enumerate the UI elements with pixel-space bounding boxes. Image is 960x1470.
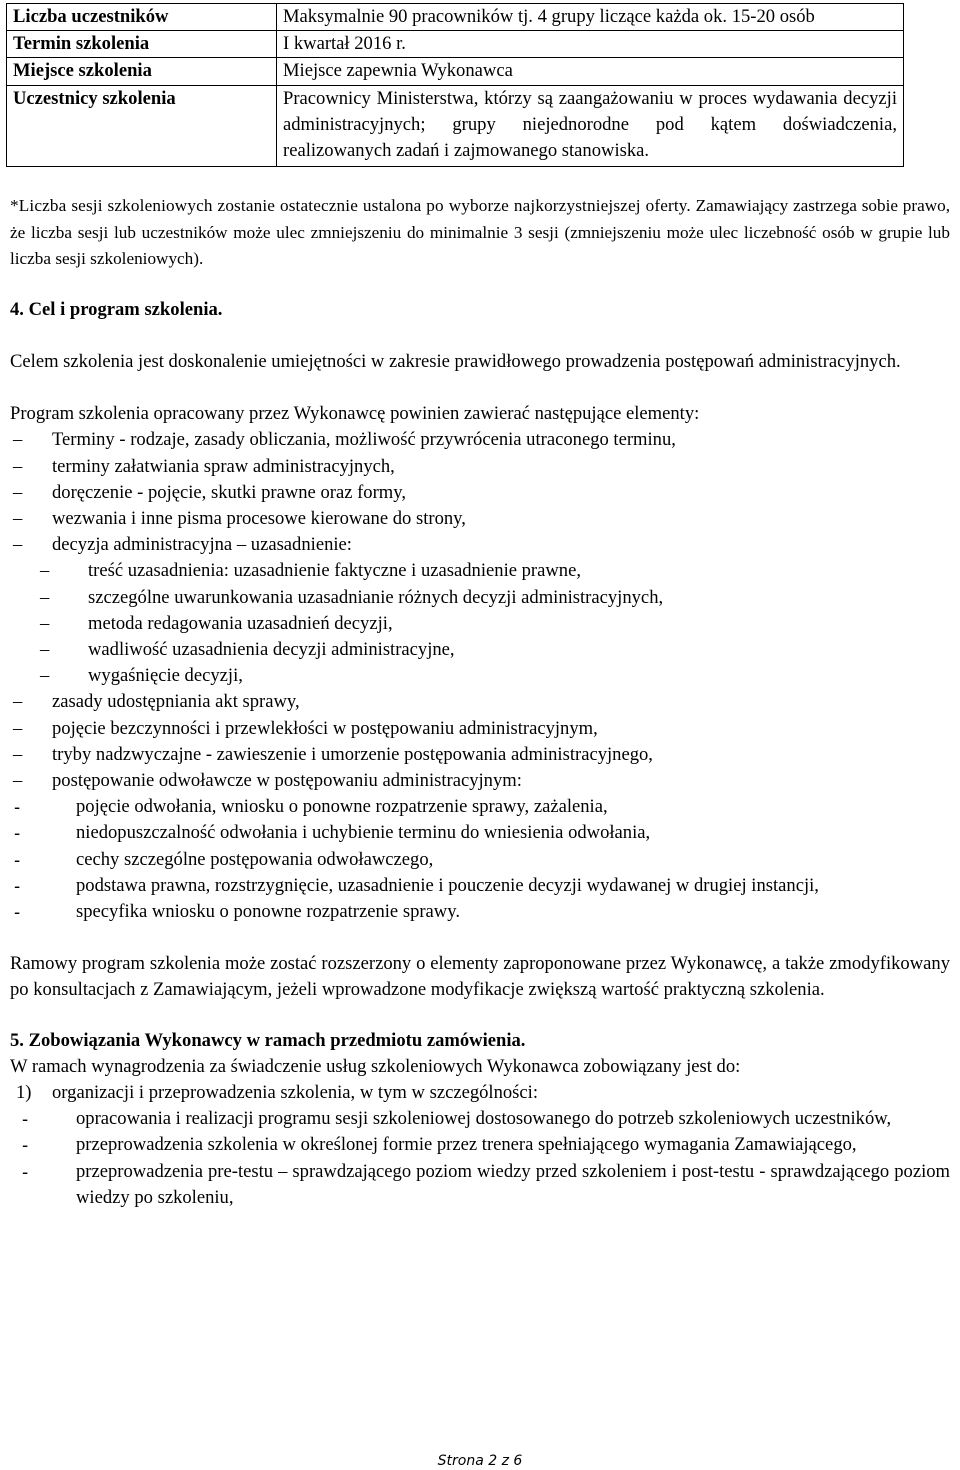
table-label: Termin szkolenia (7, 31, 277, 58)
list-item: – wygaśnięcie decyzji, (10, 663, 950, 689)
table-label: Miejsce szkolenia (7, 58, 277, 85)
section-5-heading: 5. Zobowiązania Wykonawcy w ramach przedmiotu zamówienia. (10, 1029, 526, 1051)
list-item: – postępowanie odwoławcze w postępowaniu administracyjnym: (10, 768, 950, 794)
list-item: - podstawa prawna, rozstrzygnięcie, uzasadnienie i pouczenie decyzji wydawanej w drugiej instancji, (10, 873, 950, 899)
obligations-sublist (10, 1106, 950, 1211)
obligations-list (10, 1080, 950, 1106)
list-item: – wezwania i inne pisma procesowe kierowane do strony, (10, 506, 950, 532)
list-item: – zasady udostępniania akt sprawy, (10, 689, 950, 715)
table-value: Maksymalnie 90 pracowników tj. 4 grupy liczące każda ok. 15-20 osób (277, 4, 904, 31)
list-item: - opracowania i realizacji programu sesji szkoleniowej dostosowanego do potrzeb szkoleniowych uczestników, (10, 1106, 950, 1132)
table-value: Miejsce zapewnia Wykonawca (277, 58, 904, 85)
session-note (10, 193, 950, 273)
table-row (7, 4, 904, 31)
list-item: - przeprowadzenia szkolenia w określonej formie przez trenera spełniającego wymagania Zamawiającego, (10, 1132, 950, 1158)
session-note-lead: *Liczba sesji szkoleniowych zostanie ostatecznie ustalona po wyborze najkorzystniejszej oferty. (10, 196, 691, 216)
program-sublist (10, 558, 950, 689)
program-list-continued (10, 689, 950, 794)
list-item: – metoda redagowania uzasadnień decyzji, (10, 611, 950, 637)
program-closing: Ramowy program szkolenia może zostać rozszerzony o elementy zaproponowane przez Wykonawcę, a także zmodyfikowany po konsultacjach z Zamawiającym, jeżeli wprowadzone modyfikacje zwiększą wartość praktyczną szkolenia. (10, 953, 950, 1001)
list-item: - przeprowadzenia pre-testu – sprawdzającego poziom wiedzy przed szkoleniem i post-testu - sprawdzającego poziom wiedzy po szkoleniu, (10, 1159, 950, 1211)
program-list (10, 427, 950, 558)
list-item: - niedopuszczalność odwołania i uchybienie terminu do wniesienia odwołania, (10, 820, 950, 846)
list-item (10, 1080, 950, 1106)
list-item: - specyfika wniosku o ponowne rozpatrzenie sprawy. (10, 899, 950, 925)
table-row (7, 31, 904, 58)
table-label: Liczba uczestników (7, 4, 277, 31)
list-item: – pojęcie bezczynności i przewlekłości w postępowaniu administracyjnym, (10, 716, 950, 742)
session-note-rest: Zamawiający zastrzega sobie prawo, że liczba sesji lub uczestników może ulec zmniejszeniu do minimalnie 3 sesji (zmniejszeniu może ulec liczebność osób w grupie lub liczba sesji szkoleniowych). (10, 196, 950, 269)
program-intro: Program szkolenia opracowany przez Wykonawcę powinien zawierać następujące elementy: (10, 403, 700, 425)
training-goal: Celem szkolenia jest doskonalenie umiejętności w zakresie prawidłowego prowadzenia postępowań administracyjnych. (10, 350, 901, 372)
list-item: - cechy szczególne postępowania odwoławczego, (10, 847, 950, 873)
document-page (10, 0, 950, 1211)
table-row (7, 85, 904, 167)
training-info-table (6, 3, 904, 167)
list-item: – treść uzasadnienia: uzasadnienie faktyczne i uzasadnienie prawne, (10, 558, 950, 584)
section-4-heading: 4. Cel i program szkolenia. (10, 298, 223, 320)
table-value: Pracownicy Ministerstwa, którzy są zaangażowaniu w proces wydawania decyzji administracyjnych; grupy niejednorodne pod kątem doświadczenia, realizowanych zadań i zajmowanego stanowiska. (277, 85, 904, 167)
list-item: – szczególne uwarunkowania uzasadnianie różnych decyzji administracyjnych, (10, 585, 950, 611)
page-footer: Strona 2 z 6 (437, 1453, 523, 1469)
list-item: – tryby nadzwyczajne - zawieszenie i umorzenie postępowania administracyjnego, (10, 742, 950, 768)
list-item: – wadliwość uzasadnienia decyzji administracyjne, (10, 637, 950, 663)
item-text: organizacji i przeprowadzenia szkolenia, w tym w szczególności: (52, 1082, 539, 1103)
obligations-intro: W ramach wynagrodzenia za świadczenie usług szkoleniowych Wykonawca zobowiązany jest do: (10, 1055, 741, 1077)
appeal-sublist (10, 794, 950, 925)
item-number: 1) (16, 1082, 32, 1103)
list-item: - pojęcie odwołania, wniosku o ponowne rozpatrzenie sprawy, zażalenia, (10, 794, 950, 820)
list-item: – terminy załatwiania spraw administracyjnych, (10, 454, 950, 480)
table-value: I kwartał 2016 r. (277, 31, 904, 58)
list-item: – decyzja administracyjna – uzasadnienie: (10, 532, 950, 558)
list-item: – Terminy - rodzaje, zasady obliczania, możliwość przywrócenia utraconego terminu, (10, 427, 950, 453)
table-label: Uczestnicy szkolenia (7, 85, 277, 167)
table-row (7, 58, 904, 85)
list-item: – doręczenie - pojęcie, skutki prawne oraz formy, (10, 480, 950, 506)
